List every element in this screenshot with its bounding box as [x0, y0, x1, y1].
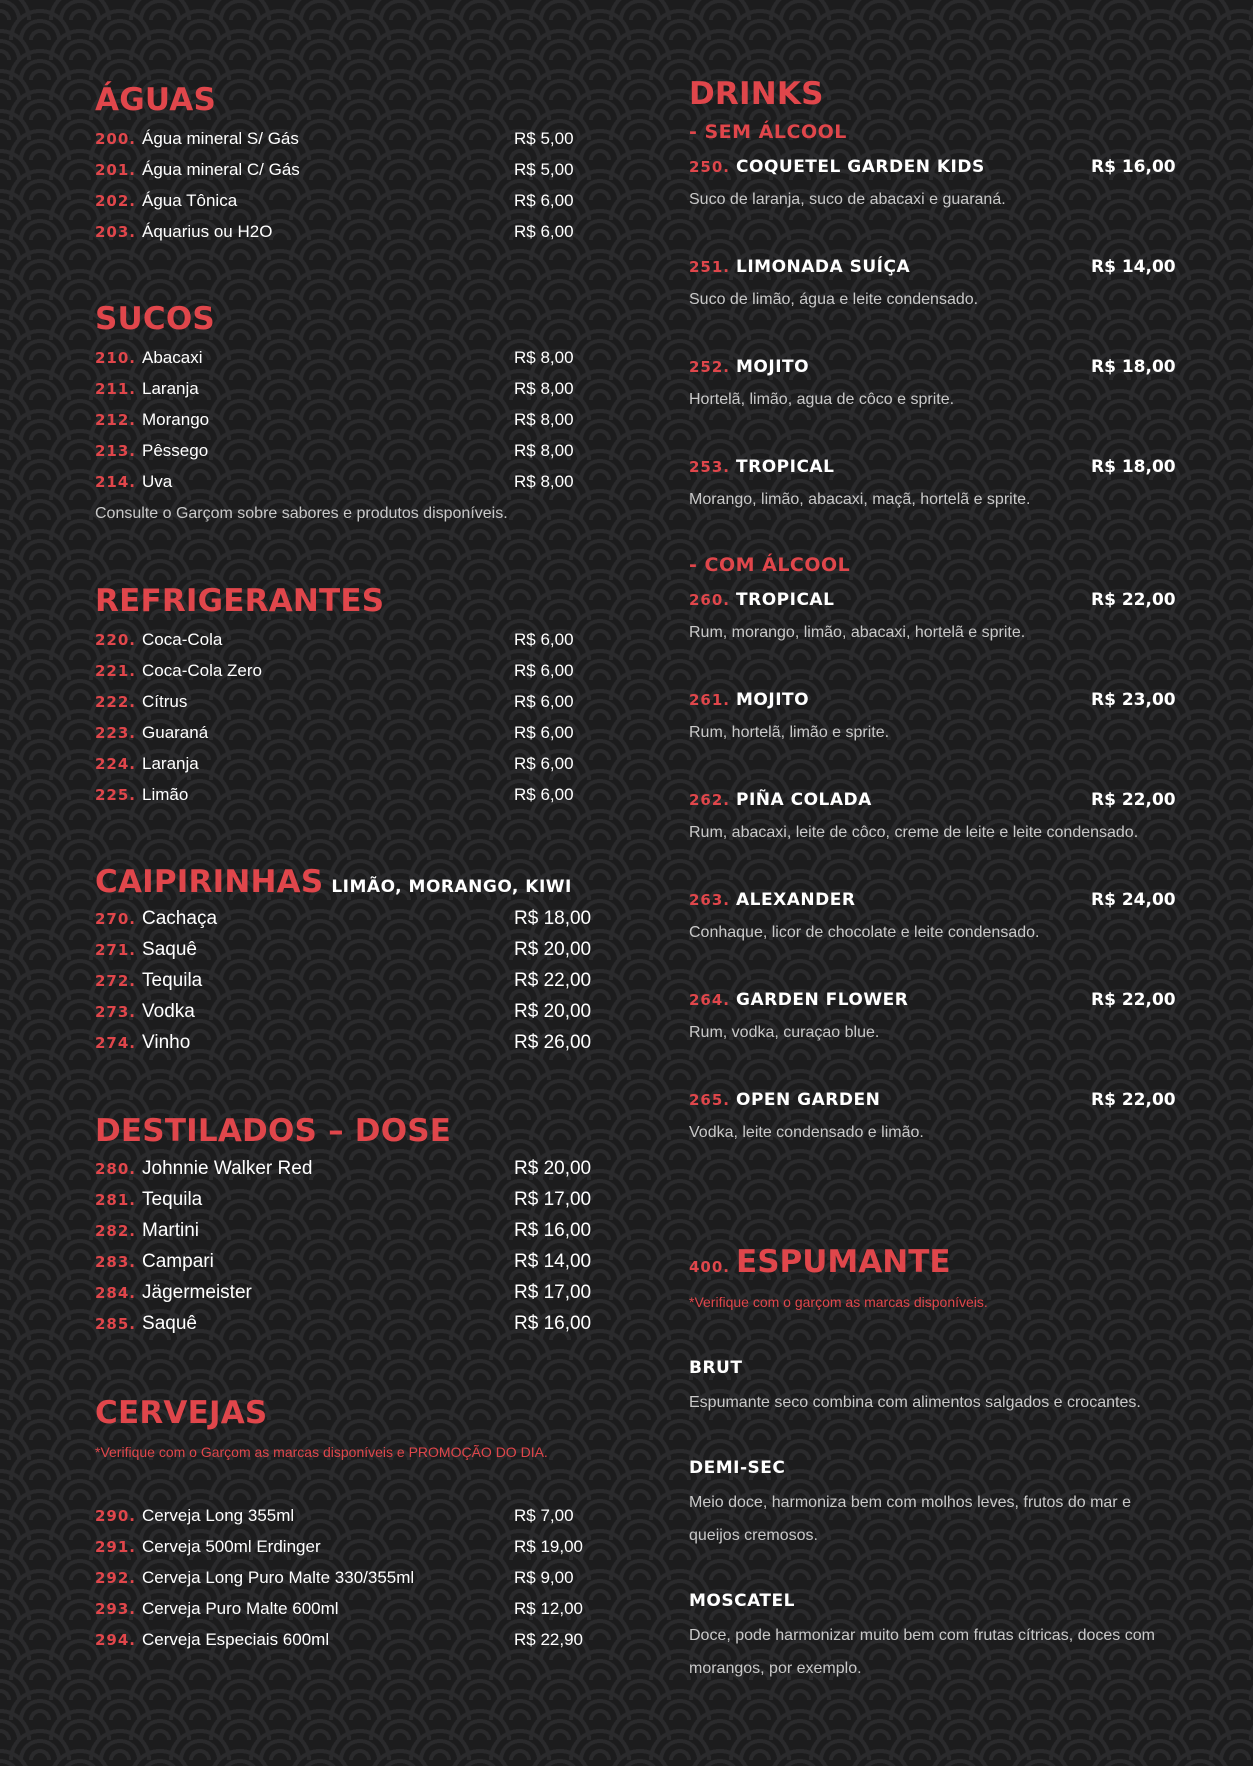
item-price: R$ 8,00 — [514, 348, 574, 367]
item-name: Laranja — [142, 379, 199, 398]
section-title-aguas: ÁGUAS — [95, 82, 216, 118]
menu-item — [95, 908, 615, 936]
section-title-espumante — [689, 1244, 951, 1280]
espumante-title: ESPUMANTE — [736, 1244, 951, 1280]
item-price: R$ 5,00 — [514, 160, 574, 179]
item-price: R$ 24,00 — [1091, 890, 1176, 910]
item-price: R$ 12,00 — [514, 1599, 583, 1618]
item-price: R$ 14,00 — [514, 1251, 592, 1272]
item-price: R$ 7,00 — [514, 1506, 574, 1525]
item-description: Rum, hortelã, limão e sprite. — [689, 724, 890, 741]
item-name: Morango — [142, 410, 210, 429]
item-name: COQUETEL GARDEN KIDS — [736, 157, 985, 177]
menu-item — [95, 1506, 615, 1534]
item-number: 284. — [95, 1284, 137, 1302]
item-price: R$ 22,90 — [514, 1630, 583, 1649]
item-name: Martini — [142, 1220, 200, 1241]
menu-item — [95, 1282, 615, 1310]
item-name: Cítrus — [142, 692, 188, 711]
item-price: R$ 6,00 — [514, 222, 574, 241]
item-number: 251. — [689, 258, 731, 276]
item-number: 263. — [689, 891, 731, 909]
wine-item — [689, 1591, 1159, 1685]
item-number: 213. — [95, 442, 137, 460]
caipirinhas-flavors: LIMÃO, MORANGO, KIWI — [331, 877, 572, 897]
item-price: R$ 20,00 — [514, 939, 592, 960]
item-price: R$ 22,00 — [1091, 990, 1176, 1010]
item-number: 250. — [689, 158, 731, 176]
item-price: R$ 6,00 — [514, 692, 574, 711]
menu-item — [95, 1001, 615, 1029]
item-number: 270. — [95, 910, 137, 928]
drink-item — [689, 690, 1189, 742]
item-description: Rum, morango, limão, abacaxi, hortelã e sprite. — [689, 624, 1026, 641]
item-number: 282. — [95, 1222, 137, 1240]
item-name: Vinho — [142, 1032, 191, 1053]
item-number: 272. — [95, 972, 137, 990]
item-price: R$ 18,00 — [1091, 357, 1176, 377]
item-number: 210. — [95, 349, 137, 367]
item-name: Laranja — [142, 754, 199, 773]
item-name: Cerveja Long 355ml — [142, 1506, 295, 1525]
item-description: Vodka, leite condensado e limão. — [689, 1124, 924, 1141]
item-number: 222. — [95, 693, 137, 711]
item-price: R$ 6,00 — [514, 630, 574, 649]
item-name: BRUT — [689, 1358, 743, 1378]
menu-item — [95, 939, 615, 967]
item-name: Água mineral C/ Gás — [142, 160, 300, 179]
menu-item — [95, 1189, 615, 1217]
item-name: MOSCATEL — [689, 1591, 795, 1611]
item-price: R$ 8,00 — [514, 472, 574, 491]
item-price: R$ 22,00 — [1091, 1090, 1176, 1110]
section-title-sucos: SUCOS — [95, 301, 215, 337]
item-price: R$ 16,00 — [514, 1220, 592, 1241]
item-name: Guaraná — [142, 723, 209, 742]
item-price: R$ 22,00 — [1091, 790, 1176, 810]
subsection-com-alcool: - COM ÁLCOOL — [689, 554, 851, 576]
item-price: R$ 23,00 — [1091, 690, 1176, 710]
item-number: 202. — [95, 192, 137, 210]
item-number: 252. — [689, 358, 731, 376]
drink-item — [689, 157, 1189, 209]
item-name: Jägermeister — [142, 1282, 252, 1303]
item-description: Rum, abacaxi, leite de côco, creme de leite e leite condensado. — [689, 824, 1139, 841]
menu-item — [95, 129, 615, 157]
item-number: 225. — [95, 786, 137, 804]
item-name: Saquê — [142, 939, 197, 960]
item-name: Uva — [142, 472, 173, 491]
item-number: 280. — [95, 1160, 137, 1178]
item-number: 203. — [95, 223, 137, 241]
item-number: 220. — [95, 631, 137, 649]
wine-item — [689, 1458, 1159, 1552]
item-number: 253. — [689, 458, 731, 476]
item-name: LIMONADA SUÍÇA — [736, 257, 911, 277]
item-name: Coca-Cola — [142, 630, 223, 649]
item-description: Conhaque, licor de chocolate e leite condensado. — [689, 924, 1040, 941]
item-number: 291. — [95, 1538, 137, 1556]
item-name: TROPICAL — [736, 590, 835, 610]
item-price: R$ 8,00 — [514, 410, 574, 429]
item-number: 292. — [95, 1569, 137, 1587]
menu-item — [95, 630, 615, 658]
item-name: MOJITO — [736, 357, 810, 377]
menu-item — [95, 410, 615, 438]
item-name: Áquarius ou H2O — [142, 222, 273, 241]
item-number: 264. — [689, 991, 731, 1009]
menu-item — [95, 1568, 615, 1596]
menu-item — [95, 191, 615, 219]
drink-item — [689, 590, 1189, 642]
item-name: Tequila — [142, 1189, 203, 1210]
menu-item — [95, 472, 615, 500]
menu-item — [95, 1251, 615, 1279]
menu-item — [95, 1220, 615, 1248]
item-name: Água Tônica — [142, 191, 238, 210]
item-number: 223. — [95, 724, 137, 742]
item-description: Hortelã, limão, agua de côco e sprite. — [689, 391, 955, 408]
item-number: 221. — [95, 662, 137, 680]
item-name: Cerveja Especiais 600ml — [142, 1630, 330, 1649]
menu-item — [95, 692, 615, 720]
section-title-cervejas: CERVEJAS — [95, 1395, 268, 1431]
item-name: Abacaxi — [142, 348, 203, 367]
item-number: 224. — [95, 755, 137, 773]
menu-item — [95, 754, 615, 782]
drink-item — [689, 890, 1189, 942]
item-price: R$ 22,00 — [514, 970, 592, 991]
item-name: Johnnie Walker Red — [142, 1158, 313, 1179]
menu-item — [95, 1158, 615, 1186]
caipirinhas-title: CAIPIRINHAS — [95, 864, 324, 900]
item-price: R$ 17,00 — [514, 1189, 592, 1210]
menu-item — [95, 348, 615, 376]
item-price: R$ 14,00 — [1091, 257, 1176, 277]
item-price: R$ 9,00 — [514, 1568, 574, 1587]
item-price: R$ 26,00 — [514, 1032, 592, 1053]
section-title-destilados: DESTILADOS – DOSE — [95, 1113, 452, 1149]
item-price: R$ 6,00 — [514, 785, 574, 804]
item-name: PIÑA COLADA — [736, 790, 872, 810]
item-name: Cerveja Puro Malte 600ml — [142, 1599, 339, 1618]
item-number: 294. — [95, 1631, 137, 1649]
item-description: Espumante seco combina com alimentos salgados e crocantes. — [689, 1394, 1141, 1411]
item-name: Tequila — [142, 970, 203, 991]
item-price: R$ 8,00 — [514, 441, 574, 460]
item-number: 262. — [689, 791, 731, 809]
item-price: R$ 20,00 — [514, 1001, 592, 1022]
menu-item — [95, 661, 615, 689]
drink-item — [689, 457, 1189, 509]
subsection-sem-alcool: - SEM ÁLCOOL — [689, 121, 847, 143]
item-number: 201. — [95, 161, 137, 179]
item-price: R$ 6,00 — [514, 191, 574, 210]
item-name: Cachaça — [142, 908, 218, 929]
drink-item — [689, 790, 1189, 842]
section-note: *Verifique com o Garçom as marcas disponíveis e PROMOÇÃO DO DIA. — [95, 1444, 548, 1460]
drink-item — [689, 357, 1189, 409]
item-name: Saquê — [142, 1313, 197, 1334]
item-price: R$ 19,00 — [514, 1537, 583, 1556]
item-description: Meio doce, harmoniza bem com molhos leves, frutos do mar e queijos cremosos. — [689, 1494, 1131, 1544]
item-name: Pêssego — [142, 441, 209, 460]
item-number: 260. — [689, 591, 731, 609]
menu-item — [95, 160, 615, 188]
item-price: R$ 5,00 — [514, 129, 574, 148]
wine-item — [689, 1358, 1159, 1419]
menu-item — [95, 222, 615, 250]
item-description: Suco de laranja, suco de abacaxi e guaraná. — [689, 191, 1006, 208]
item-number: 271. — [95, 941, 137, 959]
item-number: 211. — [95, 380, 137, 398]
item-name: Água mineral S/ Gás — [142, 129, 299, 148]
menu-item — [95, 723, 615, 751]
item-description: Morango, limão, abacaxi, maçã, hortelã e sprite. — [689, 491, 1031, 508]
item-price: R$ 8,00 — [514, 379, 574, 398]
drink-item — [689, 990, 1189, 1042]
item-name: Vodka — [142, 1001, 195, 1022]
section-title-drinks: DRINKS — [689, 76, 824, 112]
item-number: 273. — [95, 1003, 137, 1021]
item-number: 214. — [95, 473, 137, 491]
item-name: Coca-Cola Zero — [142, 661, 263, 680]
item-number: 283. — [95, 1253, 137, 1271]
item-number: 274. — [95, 1034, 137, 1052]
item-number: 212. — [95, 411, 137, 429]
item-number: 200. — [95, 130, 137, 148]
menu-item — [95, 1599, 615, 1627]
item-number: 261. — [689, 691, 731, 709]
item-price: R$ 17,00 — [514, 1282, 592, 1303]
item-price: R$ 20,00 — [514, 1158, 592, 1179]
drink-item — [689, 1090, 1189, 1142]
item-description: Rum, vodka, curaçao blue. — [689, 1024, 880, 1041]
item-number: 293. — [95, 1600, 137, 1618]
item-number: 400. — [689, 1258, 731, 1276]
menu-item — [95, 1313, 615, 1341]
item-name: DEMI-SEC — [689, 1458, 786, 1478]
item-number: 290. — [95, 1507, 137, 1525]
item-number: 265. — [689, 1091, 731, 1109]
menu-item — [95, 785, 615, 813]
menu-item — [95, 441, 615, 469]
item-name: ALEXANDER — [736, 890, 856, 910]
item-price: R$ 22,00 — [1091, 590, 1176, 610]
menu-item — [95, 970, 615, 998]
section-title-caipirinhas — [95, 864, 572, 900]
menu-item — [95, 379, 615, 407]
item-price: R$ 18,00 — [1091, 457, 1176, 477]
item-price: R$ 16,00 — [1091, 157, 1176, 177]
item-description: Doce, pode harmonizar muito bem com frutas cítricas, doces com morangos, por exemplo. — [689, 1627, 1155, 1677]
item-name: Cerveja Long Puro Malte 330/355ml — [142, 1568, 415, 1587]
section-note: Consulte o Garçom sobre sabores e produtos disponíveis. — [95, 505, 508, 522]
item-number: 285. — [95, 1315, 137, 1333]
menu-item — [95, 1032, 615, 1060]
item-number: 281. — [95, 1191, 137, 1209]
item-name: Cerveja 500ml Erdinger — [142, 1537, 321, 1556]
item-price: R$ 18,00 — [514, 908, 592, 929]
menu-item — [95, 1630, 615, 1658]
item-name: Campari — [142, 1251, 214, 1272]
item-name: OPEN GARDEN — [736, 1090, 881, 1110]
section-title-refrigerantes: REFRIGERANTES — [95, 583, 385, 619]
drink-item — [689, 257, 1189, 309]
item-name: MOJITO — [736, 690, 810, 710]
item-price: R$ 6,00 — [514, 661, 574, 680]
item-name: GARDEN FLOWER — [736, 990, 909, 1010]
item-price: R$ 6,00 — [514, 723, 574, 742]
section-note: *Verifique com o garçom as marcas disponíveis. — [689, 1294, 988, 1310]
item-price: R$ 16,00 — [514, 1313, 592, 1334]
item-description: Suco de limão, água e leite condensado. — [689, 291, 979, 308]
item-name: TROPICAL — [736, 457, 835, 477]
item-name: Limão — [142, 785, 189, 804]
item-price: R$ 6,00 — [514, 754, 574, 773]
menu-item — [95, 1537, 615, 1565]
